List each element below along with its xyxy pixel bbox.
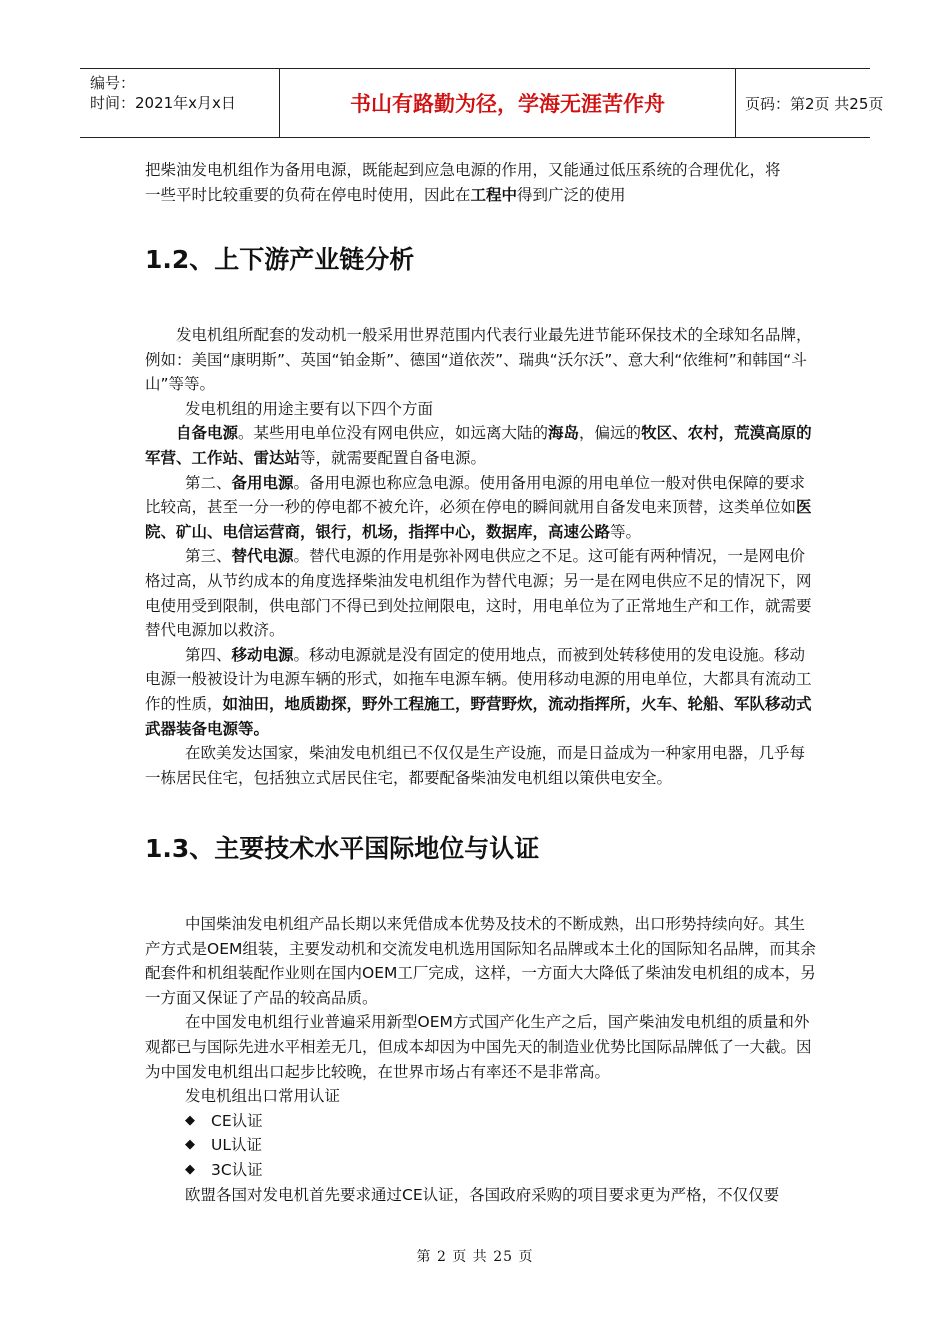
list-item-ce: ◆ CE认证 — [145, 1109, 817, 1134]
paragraph-backup-power: 第二、备用电源。备用电源也称应急电源。使用备用电源的用电单位一般对供电保障的要求比较高，甚至一分一秒的停电都不被允许，必须在停电的瞬间就用自备发电来顶替，这类单位如医院、矿山、电信运营商，银行，机场，指挥中心，数据库，高速公路等。 — [145, 473, 812, 541]
number-label: 编号： — [90, 74, 136, 92]
paragraph-substitute-power: 第三、替代电源。替代电源的作用是弥补网电供应之不足。这可能有两种情况，一是网电价格过高，从节约成本的角度选择柴油发电机组作为替代电源；另一是在网电供应不足的情况下，网电使用受到限制，供电部门不得已到处拉闸限电，这时，用电单位为了正常地生产和工作，就需要替代电源加以救济。 — [145, 547, 812, 640]
diamond-bullet-icon: ◆ — [185, 1112, 195, 1128]
time-label: 时间：2021年x月x日 — [90, 94, 236, 112]
page-header — [80, 68, 884, 138]
paragraph-uses-intro: 发电机组的用途主要有以下四个方面 — [185, 399, 434, 418]
paragraph-mobile-power: 第四、移动电源。移动电源就是没有固定的使用地点，而被到处转移使用的发电设施。移动电源一般被设计为电源车辆的形式，如拖车电源车辆。使用移动电源的用电单位，大都具有流动工作的性质，如油田，地质勘探，野外工程施工，野营野炊，流动指挥所，火车、轮船、军队移动式武器装备电源等。 — [145, 645, 812, 738]
intro-line-2: 一些平时比较重要的负荷在停电时使用，因此在工程中得到广泛的使用 — [145, 185, 626, 204]
diamond-bullet-icon: ◆ — [185, 1161, 195, 1177]
section-1-2-body — [145, 323, 817, 790]
diamond-bullet-icon: ◆ — [185, 1137, 195, 1153]
section-heading-1-2: 1.2、上下游产业链分析 — [145, 245, 415, 274]
section-1-3-body — [145, 912, 817, 1207]
header-page-info: 页码：第2页 共25页 — [745, 94, 884, 113]
section-heading-1-3: 1.3、主要技术水平国际地位与认证 — [145, 834, 540, 863]
paragraph-cert-intro: 发电机组出口常用认证 — [185, 1087, 341, 1106]
header-meta — [80, 69, 280, 137]
paragraph-oem-quality: 在中国发电机组行业普遍采用新型OEM方式国产化生产之后，国产柴油发电机组的质量和外观都已与国际先进水平相差无几，但成本却因为中国先天的制造业优势比国际品牌低了一大截。因为中国发电机组出口起步比较晚，在世界市场占有率还不是非常高。 — [145, 1013, 812, 1081]
paragraph-self-power: 自备电源。某些用电单位没有网电供应，如远离大陆的海岛，偏远的牧区、农村，荒漠高原的军营、工作站、雷达站等，就需要配置自备电源。 — [145, 424, 812, 467]
intro-line-1: 把柴油发电机组作为备用电源，既能起到应急电源的作用，又能通过低压系统的合理优化，将 — [145, 161, 781, 179]
list-item-3c: ◆ 3C认证 — [145, 1158, 817, 1183]
paragraph-export-overview: 中国柴油发电机组产品长期以来凭借成本优势及技术的不断成熟，出口形势持续向好。其生产方式是OEM组装，主要发动机和交流发电机选用国际知名品牌或本土化的国际知名品牌，而其余配套件和机组装配作业则在国内OEM工厂完成，这样，一方面大大降低了柴油发电机组的成本，另一方面又保证了产品的较高品质。 — [145, 915, 816, 1007]
paragraph-eu-ce: 欧盟各国对发电机首先要求通过CE认证，各国政府采购的项目要求更为严格，不仅仅要 — [185, 1185, 780, 1204]
intro-paragraph — [145, 158, 817, 207]
list-item-ul: ◆ UL认证 — [145, 1133, 817, 1158]
paragraph-household-use: 在欧美发达国家，柴油发电机组已不仅仅是生产设施，而是日益成为一种家用电器，几乎每一栋居民住宅，包括独立式居民住宅，都要配备柴油发电机组以策供电安全。 — [145, 744, 806, 787]
page-footer: 第 2 页 共 25 页 — [416, 1249, 534, 1265]
header-motto: 书山有路勤为径，学海无涯苦作舟 — [280, 69, 736, 137]
paragraph-engine-brands: 发电机组所配套的发动机一般采用世界范围内代表行业最先进节能环保技术的全球知名品牌，例如：美国“康明斯”、英国“铂金斯”、德国“道依茨”、瑞典“沃尔沃”、意大利“依维柯”和韩国“斗山”等等。 — [145, 326, 812, 394]
